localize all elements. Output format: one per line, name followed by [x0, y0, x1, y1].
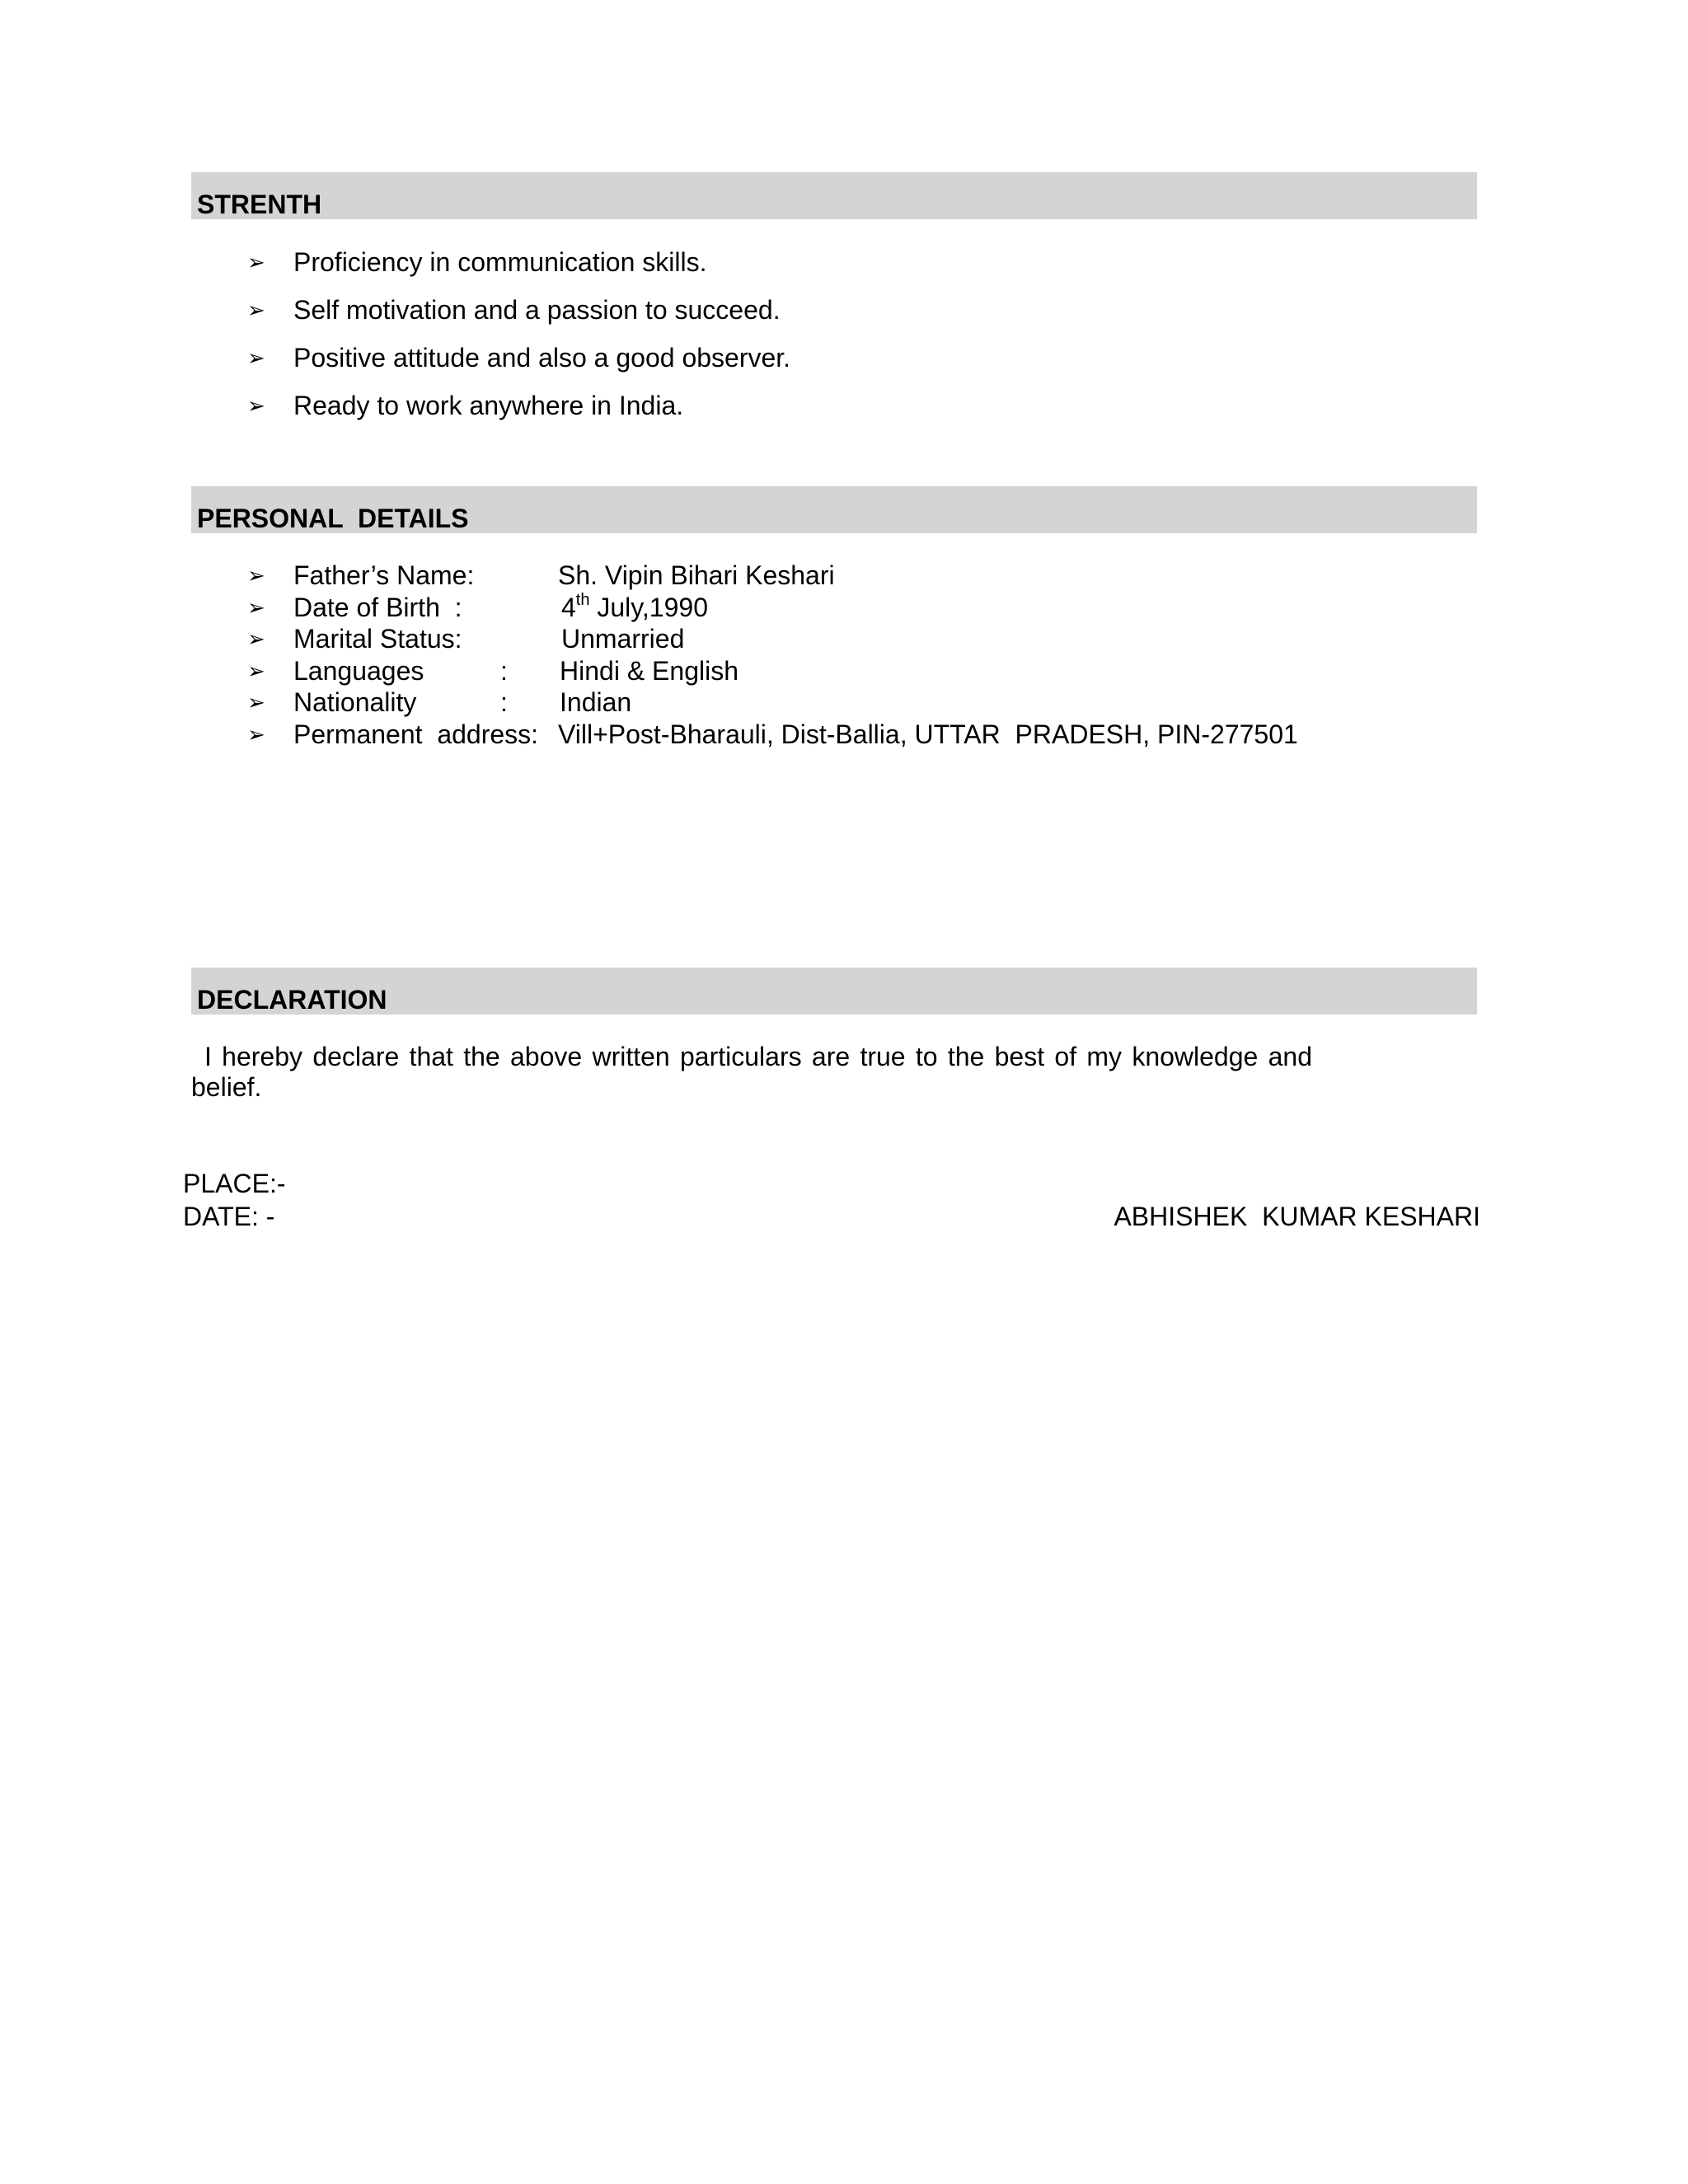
fathers-name-value: Sh. Vipin Bihari Keshari	[558, 560, 835, 590]
languages-colon: :	[500, 655, 508, 686]
arrow-bullet-icon: ➢	[247, 626, 265, 651]
list-item	[247, 343, 790, 391]
personal-details-heading: PERSONAL DETAILS	[197, 504, 469, 533]
arrow-bullet-icon: ➢	[247, 721, 265, 747]
personal-details-list	[247, 560, 1298, 751]
arrow-bullet-icon: ➢	[247, 250, 265, 274]
arrow-bullet-icon: ➢	[247, 594, 265, 620]
languages-value: Hindi & English	[560, 655, 738, 686]
arrow-bullet-icon: ➢	[247, 658, 265, 683]
strength-heading: STRENTH	[197, 190, 322, 219]
strength-item-text: Proficiency in communication skills.	[293, 247, 707, 277]
list-item	[247, 247, 790, 295]
marital-status-label: Marital Status:	[293, 624, 462, 654]
fathers-name-label: Father’s Name:	[293, 560, 475, 590]
list-item	[247, 391, 790, 438]
declaration-line-2: belief.	[191, 1072, 262, 1102]
strength-list	[247, 247, 790, 438]
personal-details-section-header	[191, 486, 1477, 533]
declaration-text	[191, 1042, 1312, 1103]
arrow-bullet-icon: ➢	[247, 563, 265, 588]
arrow-bullet-icon: ➢	[247, 298, 265, 322]
strength-item-text: Self motivation and a passion to succeed.	[293, 295, 781, 325]
list-item	[247, 590, 708, 625]
strength-item-text: Ready to work anywhere in India.	[293, 391, 684, 420]
nationality-colon: :	[500, 687, 508, 717]
strength-section-header	[191, 172, 1477, 219]
languages-label: Languages	[293, 655, 424, 686]
place-label: PLACE:-	[183, 1169, 286, 1198]
list-item	[247, 687, 632, 719]
date-of-birth-value: 4th July,1990	[561, 590, 708, 622]
declaration-heading: DECLARATION	[197, 985, 387, 1015]
list-item	[247, 295, 790, 343]
list-item	[247, 624, 685, 656]
date-of-birth-label: Date of Birth :	[293, 592, 462, 622]
strength-item-text: Positive attitude and also a good observer.	[293, 343, 791, 373]
signature-name: ABHISHEK KUMAR KESHARI	[1114, 1202, 1480, 1231]
permanent-address-label: Permanent address:	[293, 719, 539, 749]
date-label: DATE: -	[183, 1202, 275, 1231]
arrow-bullet-icon: ➢	[247, 345, 265, 370]
permanent-address-value: Vill+Post-Bharauli, Dist-Ballia, UTTAR PRADESH, PIN-277501	[558, 719, 1298, 749]
declaration-line-1: I hereby declare that the above written particulars are true to the best of my knowledge and	[204, 1042, 1312, 1071]
list-item	[247, 655, 738, 688]
arrow-bullet-icon: ➢	[247, 393, 265, 418]
list-item	[247, 560, 835, 593]
marital-status-value: Unmarried	[561, 624, 685, 654]
nationality-label: Nationality	[293, 687, 417, 717]
declaration-section-header	[191, 968, 1477, 1015]
nationality-value: Indian	[560, 687, 632, 717]
arrow-bullet-icon: ➢	[247, 690, 265, 715]
list-item	[247, 719, 1298, 752]
